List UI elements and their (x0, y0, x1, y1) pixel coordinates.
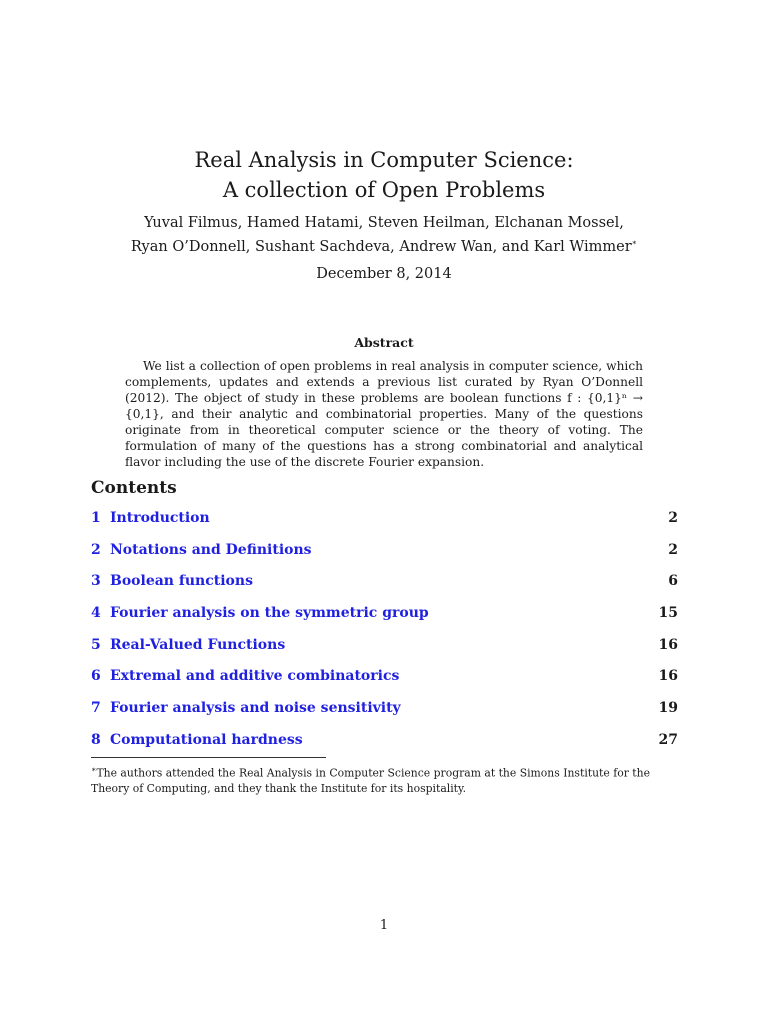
toc-link[interactable]: Computational hardness (110, 732, 303, 748)
author-list (0, 213, 768, 257)
toc-link[interactable]: Extremal and additive combinatorics (110, 668, 400, 684)
toc-entry[interactable] (91, 637, 678, 657)
footnote-text: The authors attended the Real Analysis in Computer Science program at the Simons Institute for the Theory of Computing, and they thank the Institute for its hospitality. (91, 766, 650, 795)
toc-page: 2 (668, 510, 678, 526)
toc-page: 27 (658, 732, 678, 748)
toc-entry[interactable] (91, 668, 678, 688)
toc-link[interactable]: Notations and Definitions (110, 542, 312, 558)
toc-page: 6 (668, 573, 678, 589)
abstract-body: We list a collection of open problems in real analysis in computer science, which complements, updates and extends a previous list curated by Ryan O’Donnell (2012). The object of study in these problems are boolean functions f : {0,1}ⁿ → {0,1}, and their analytic and combinatorial properties. Many of the questions originate from in theoretical computer science or the theory of voting. The formulation of many of the questions has a strong combinatorial and analytical flavor including the use of the discrete Fourier expansion. (125, 359, 643, 469)
toc-number[interactable]: 1 (91, 510, 101, 526)
toc-link[interactable]: Real-Valued Functions (110, 637, 286, 653)
toc-number[interactable]: 7 (91, 700, 101, 716)
toc-entry[interactable] (91, 605, 678, 625)
contents-heading: Contents (91, 478, 177, 498)
toc-page: 16 (658, 637, 678, 653)
toc-entry[interactable] (91, 542, 678, 562)
toc-link[interactable]: Fourier analysis on the symmetric group (110, 605, 429, 621)
toc-link[interactable]: Fourier analysis and noise sensitivity (110, 700, 401, 716)
title-line-2: A collection of Open Problems (222, 178, 546, 202)
authors-line-1: Yuval Filmus, Hamed Hatami, Steven Heilman, Elchanan Mossel, (144, 215, 624, 231)
abstract-heading: Abstract (354, 335, 414, 350)
toc-number[interactable]: 2 (91, 542, 101, 558)
toc-page: 2 (668, 542, 678, 558)
footnote-mark: ∗ (91, 765, 97, 774)
authors-line-2-text: Ryan O’Donnell, Sushant Sachdeva, Andrew Wan, and Karl Wimmer (130, 238, 632, 255)
toc-page: 15 (658, 605, 678, 621)
toc-entry[interactable] (91, 510, 678, 530)
toc-number[interactable]: 3 (91, 573, 101, 589)
toc-number[interactable]: 4 (91, 605, 101, 621)
paper-date: December 8, 2014 (316, 266, 452, 282)
toc-page: 16 (658, 668, 678, 684)
footnote-rule (91, 757, 326, 758)
page-number: 1 (379, 918, 389, 933)
toc-entry[interactable] (91, 573, 678, 593)
paper-title (0, 145, 768, 205)
toc-link[interactable]: Boolean functions (110, 573, 253, 589)
toc-number[interactable]: 6 (91, 668, 101, 684)
toc-link[interactable]: Introduction (110, 510, 210, 526)
authors-line-2 (0, 233, 768, 257)
toc-number[interactable]: 5 (91, 637, 101, 653)
footnote (91, 762, 681, 796)
title-line-1: Real Analysis in Computer Science: (194, 148, 574, 172)
toc-entry[interactable] (91, 700, 678, 720)
toc-number[interactable]: 8 (91, 732, 101, 748)
toc-entry[interactable] (91, 732, 678, 752)
toc-page: 19 (658, 700, 678, 716)
author-footnote-mark[interactable]: ∗ (631, 238, 638, 247)
